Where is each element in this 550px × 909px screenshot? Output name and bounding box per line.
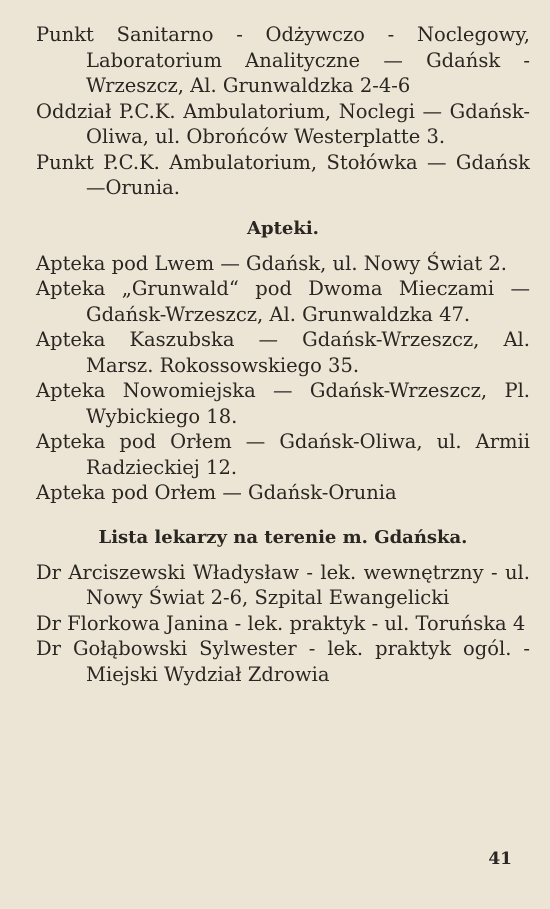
doctors-heading: Lista lekarzy na terenie m. Gdańska.	[98, 526, 468, 548]
intro-entry: Punkt P.C.K. Ambulatorium, Stołówka — Gdańsk—Orunia.	[36, 150, 530, 199]
pharmacies-heading: Apteki.	[247, 217, 319, 239]
doctor-entry: Dr Arciszewski Władysław - lek. wewnętrzny - ul. Nowy Świat 2-6, Szpital Ewangelicki	[36, 560, 530, 609]
intro-section	[36, 22, 530, 201]
pharmacy-entry: Apteka pod Orłem — Gdańsk-Oliwa, ul. Armii Radzieckiej 12.	[36, 430, 530, 479]
pharmacy-entry: Apteka „Grunwald“ pod Dwoma Mieczami — Gdańsk-Wrzeszcz, Al. Grunwaldzka 47.	[36, 277, 530, 326]
page-number: 41	[488, 849, 512, 869]
pharmacy-entry: Apteka Nowomiejska — Gdańsk-Wrzeszcz, Pl. Wybickiego 18.	[36, 379, 530, 428]
intro-entry: Punkt Sanitarno - Odżywczo - Noclegowy, Laboratorium Analityczne — Gdańsk -Wrzeszcz, Al. Grunwaldzka 2-4-6	[36, 23, 530, 97]
pharmacy-entry: Apteka Kaszubska — Gdańsk-Wrzeszcz, Al. Marsz. Rokossowskiego 35.	[36, 328, 530, 377]
doctor-entry: Dr Florkowa Janina - lek. praktyk - ul. Toruńska 4	[36, 611, 526, 635]
pharmacy-entry: Apteka pod Orłem — Gdańsk-Orunia	[36, 481, 397, 504]
doctor-entry: Dr Gołąbowski Sylwester - lek. praktyk ogól. - Miejski Wydział Zdrowia	[36, 637, 530, 686]
pharmacy-entry: Apteka pod Lwem — Gdańsk, ul. Nowy Świat 2.	[36, 251, 507, 275]
doctors-list	[36, 560, 530, 688]
intro-entry: Oddział P.C.K. Ambulatorium, Noclegi — Gdańsk-Oliwa, ul. Obrońców Westerplatte 3.	[36, 99, 530, 148]
pharmacies-list	[36, 251, 530, 506]
